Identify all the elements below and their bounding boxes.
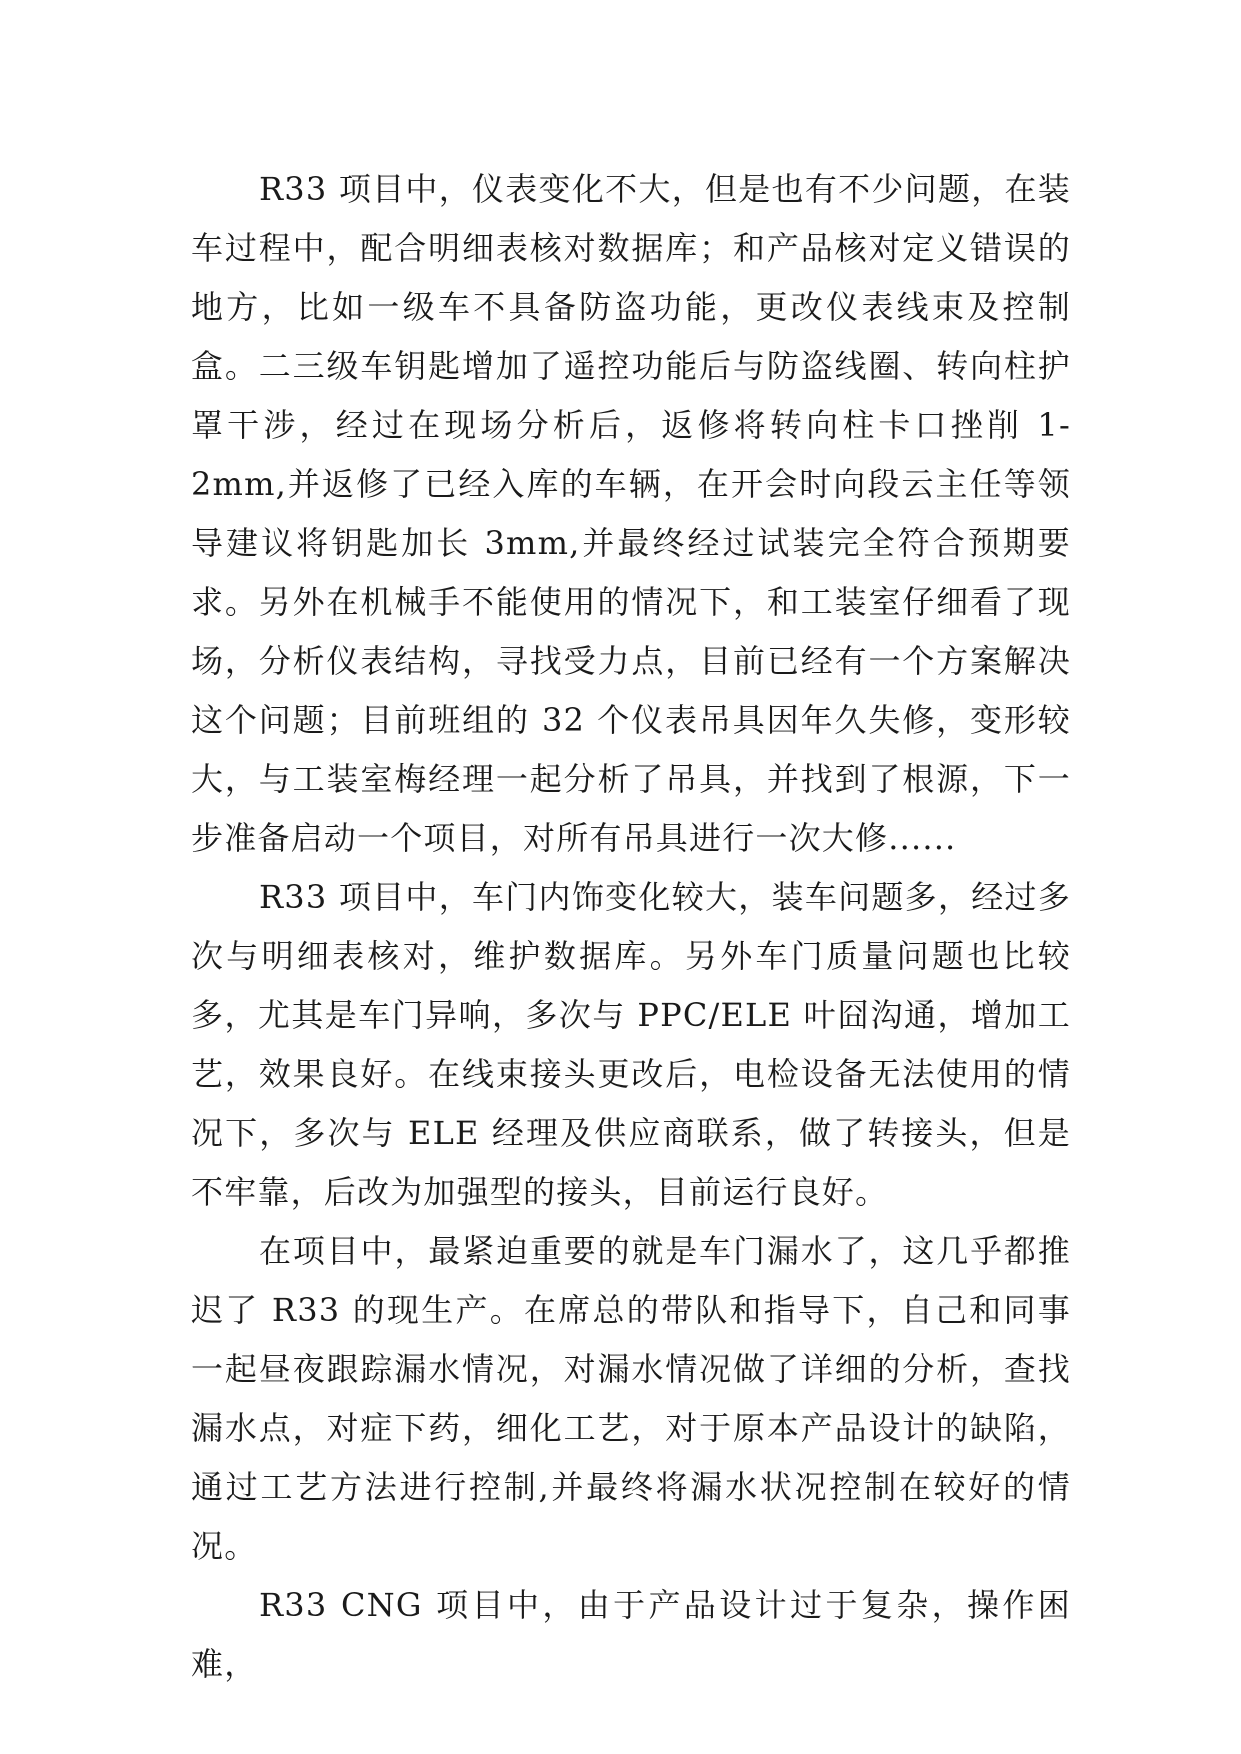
- paragraph-r33-instrument: R33 项目中，仪表变化不大，但是也有不少问题，在装车过程中，配合明细表核对数据库；和产品核对定义错误的地方，比如一级车不具备防盗功能，更改仪表线束及控制盒。二三级车钥匙增加了遥控功能后与防盗线圈、转向柱护罩干涉，经过在现场分析后，返修将转向柱卡口挫削 1-2mm,并返修了已经入库的车辆，在开会时向段云主任等领导建议将钥匙加长 3mm,并最终经过试装完全符合预期要求。另外在机械手不能使用的情况下，和工装室仔细看了现场，分析仪表结构，寻找受力点，目前已经有一个方案解决这个问题；目前班组的 32 个仪表吊具因年久失修，变形较大，与工装室梅经理一起分析了吊具，并找到了根源，下一步准备启动一个项目，对所有吊具进行一次大修......: [191, 170, 1071, 857]
- document-body: [191, 160, 1071, 1694]
- paragraph-r33-door-trim: R33 项目中，车门内饰变化较大，装车问题多，经过多次与明细表核对，维护数据库。另外车门质量问题也比较多，尤其是车门异响，多次与 PPC/ELE 叶囧沟通，增加工艺，效果良好。在线束接头更改后，电检设备无法使用的情况下，多次与 ELE 经理及供应商联系，做了转接头，但是不牢靠，后改为加强型的接头，目前运行良好。: [191, 878, 1071, 1211]
- paragraph-door-leak: 在项目中，最紧迫重要的就是车门漏水了，这几乎都推迟了 R33 的现生产。在席总的带队和指导下，自己和同事一起昼夜跟踪漏水情况，对漏水情况做了详细的分析，查找漏水点，对症下药，细化工艺，对于原本产品设计的缺陷，通过工艺方法进行控制,并最终将漏水状况控制在较好的情况。: [191, 1232, 1071, 1565]
- paragraph-r33-cng: R33 CNG 项目中，由于产品设计过于复杂，操作困难，: [191, 1586, 1071, 1683]
